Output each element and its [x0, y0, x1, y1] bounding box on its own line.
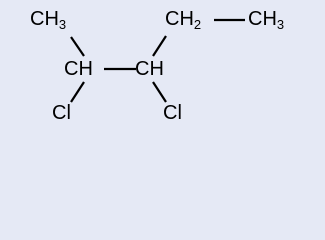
bond-ch-right-ch2 — [153, 36, 166, 56]
atom-ch3-left-subscript: 3 — [58, 17, 67, 32]
atom-ch-left — [64, 58, 93, 80]
atom-ch-right — [135, 58, 164, 80]
atom-cl-left — [52, 102, 71, 124]
atom-ch-left-symbol: CH — [64, 58, 93, 80]
atom-ch-right-symbol: CH — [135, 58, 164, 80]
atom-ch3-right — [248, 8, 284, 30]
atom-ch3-right-subscript: 3 — [276, 17, 285, 32]
atom-ch2-symbol: CH — [165, 8, 194, 30]
bond-ch-left-cl — [71, 82, 84, 102]
atom-ch2-subscript: 2 — [193, 17, 202, 32]
atom-ch3-right-symbol: CH — [248, 8, 277, 30]
bond-ch3-ch-left — [71, 37, 84, 56]
atom-cl-right — [163, 102, 182, 124]
atom-ch3-left-symbol: CH — [30, 8, 59, 30]
atom-ch3-left — [30, 8, 66, 30]
bond-ch-right-cl — [153, 82, 166, 102]
atom-cl-left-symbol: Cl — [52, 102, 71, 124]
atom-ch2 — [165, 8, 201, 30]
atom-cl-right-symbol: Cl — [163, 102, 182, 124]
